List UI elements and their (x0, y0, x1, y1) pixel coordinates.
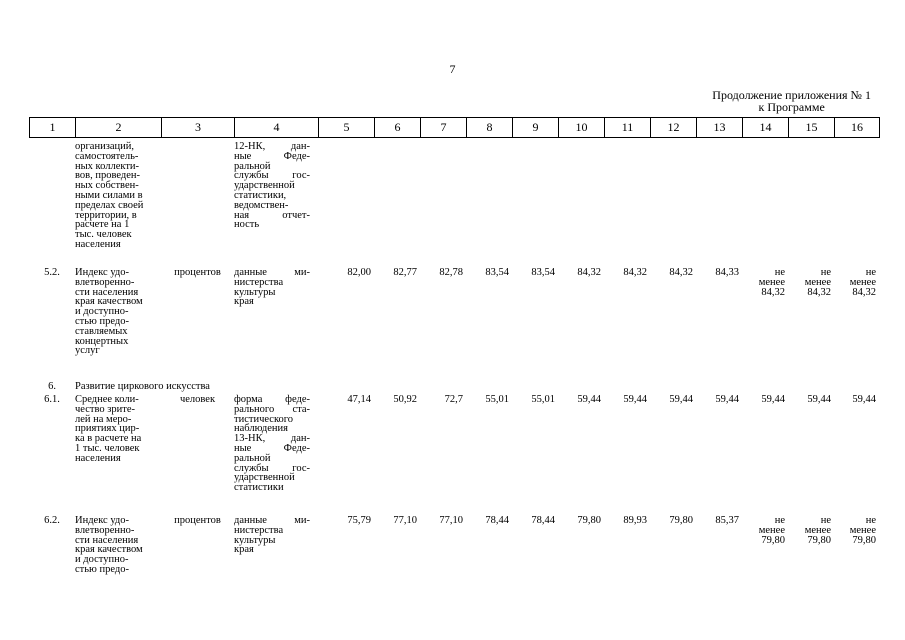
value-cell: 83,54 (531, 267, 555, 278)
column-header-12: 12 (651, 118, 697, 138)
column-header-4: 4 (235, 118, 319, 138)
indicator-name: Индекс удо- влетворенно- сти населения края качеством и доступно- стью предо- ставляемых концертных услуг (75, 267, 143, 357)
indicator-name: Среднее коли- чество зрите- лей на меро- приятиях цир- ка в расчете на 1 тыс. человек населения (75, 394, 142, 464)
table-row (29, 516, 875, 586)
column-header-8: 8 (467, 118, 513, 138)
value-cell: 84,33 (715, 267, 739, 278)
section-title: Развитие циркового искусства (75, 381, 210, 392)
value-cell: 83,54 (485, 267, 509, 278)
value-cell: 79,80 (669, 515, 693, 526)
column-header-14: 14 (743, 118, 789, 138)
unit: человек (179, 394, 216, 405)
value-cell: 75,79 (347, 515, 371, 526)
value-cell: не менее 84,32 (758, 267, 785, 298)
value-cell: 59,44 (577, 394, 601, 405)
value-cell: 59,44 (807, 394, 831, 405)
column-header-7: 7 (421, 118, 467, 138)
table-row (29, 268, 875, 382)
data-source: форма феде- рального ста- тистического наблюдения 13-НК, дан- ные Феде- ральной службы гос- ударственной статистики (234, 394, 310, 494)
value-cell: 84,32 (577, 267, 601, 278)
table-row (29, 395, 875, 516)
value-cell: 84,32 (623, 267, 647, 278)
unit: процентов (174, 267, 221, 278)
unit: процентов (174, 515, 221, 526)
value-cell: не менее 79,80 (849, 515, 876, 546)
value-cell: 79,80 (577, 515, 601, 526)
value-cell: 82,00 (347, 267, 371, 278)
value-cell: 82,77 (393, 267, 417, 278)
value-cell: 55,01 (485, 394, 509, 405)
value-cell: 55,01 (531, 394, 555, 405)
value-cell: 59,44 (852, 394, 876, 405)
column-number-header (29, 117, 880, 138)
column-header-5: 5 (319, 118, 375, 138)
data-source: 12-НК, дан- ные Феде- ральной службы гос- ударственной статистики, ведомствен- ная отчет- ность (234, 141, 310, 231)
table-body (29, 142, 875, 586)
row-number: 5.2. (44, 267, 60, 278)
column-header-10: 10 (559, 118, 605, 138)
value-cell: 59,44 (761, 394, 785, 405)
value-cell: 72,7 (444, 394, 463, 405)
value-cell: не менее 84,32 (804, 267, 831, 298)
page-number: 7 (449, 62, 456, 76)
value-cell: 47,14 (347, 394, 371, 405)
data-source: данные ми- нистерства культуры края (234, 515, 310, 556)
value-cell: 50,92 (393, 394, 417, 405)
value-cell: 77,10 (393, 515, 417, 526)
value-cell: 78,44 (485, 515, 509, 526)
value-cell: 89,93 (623, 515, 647, 526)
indicator-name: организаций, самостоятель- ных коллекти- вов, проведен- ных собствен- ными силами в пределах своей территории, в расчете на 1 тыс. человек населения (75, 141, 144, 250)
indicator-name: Индекс удо- влетворенно- сти населения края качеством и доступно- стью предо- (75, 515, 143, 575)
value-cell: 78,44 (531, 515, 555, 526)
column-header-9: 9 (513, 118, 559, 138)
value-cell: не менее 79,80 (804, 515, 831, 546)
column-header-6: 6 (375, 118, 421, 138)
value-cell: 85,37 (715, 515, 739, 526)
column-header-1: 1 (30, 118, 76, 138)
column-header-2: 2 (76, 118, 162, 138)
value-cell: 59,44 (715, 394, 739, 405)
row-number: 6.1. (44, 394, 60, 405)
value-cell: 59,44 (669, 394, 693, 405)
column-header-11: 11 (605, 118, 651, 138)
continuation-line-2: к Программе (758, 100, 825, 114)
continuation-line-1: Продолжение приложения № 1 (712, 88, 871, 102)
value-cell: не менее 84,32 (849, 267, 876, 298)
column-header-3: 3 (162, 118, 235, 138)
table-row (29, 142, 875, 268)
value-cell: не менее 79,80 (758, 515, 785, 546)
continuation-note (712, 89, 871, 113)
value-cell: 77,10 (439, 515, 463, 526)
column-header-16: 16 (835, 118, 880, 138)
value-cell: 82,78 (439, 267, 463, 278)
column-header-13: 13 (697, 118, 743, 138)
row-number: 6.2. (44, 515, 60, 526)
data-source: данные ми- нистерства культуры края (234, 267, 310, 308)
value-cell: 59,44 (623, 394, 647, 405)
column-header-15: 15 (789, 118, 835, 138)
value-cell: 84,32 (669, 267, 693, 278)
section-number: 6. (48, 381, 56, 392)
